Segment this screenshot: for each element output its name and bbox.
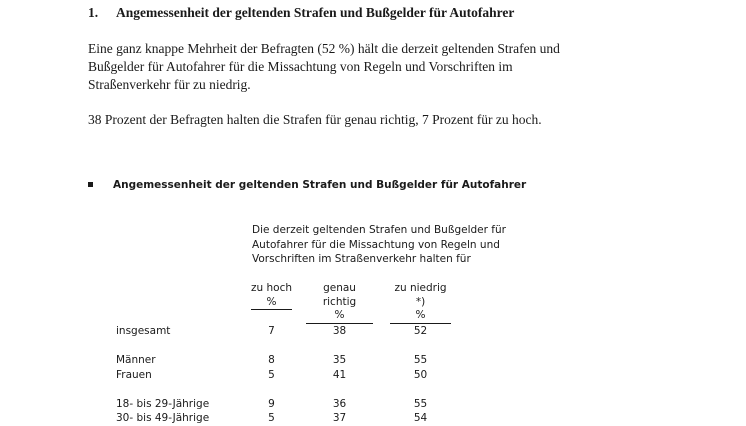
cell-zu-niedrig: 54	[413, 412, 428, 424]
square-bullet-icon	[88, 182, 93, 187]
column-label: genau richtig	[322, 282, 357, 308]
column-unit: %	[306, 309, 373, 324]
paragraph-majority: Eine ganz knappe Mehrheit der Befragten (52 %) hält die derzeit geltenden Strafen und Bußgelder für Autofahrer für die Missachtung von Regeln und Vorschriften im Straßenverkehr für zu niedrig.	[88, 41, 560, 92]
column-label: zu hoch	[251, 282, 293, 294]
table-row	[0, 354, 746, 368]
caption-line: Autofahrer für die Missachtung von Regeln und	[252, 238, 500, 251]
column-header-zu-hoch	[251, 282, 292, 310]
column-label: zu niedrig *)	[394, 282, 447, 308]
column-unit: %	[251, 296, 292, 311]
cell-zu-hoch: 7	[268, 325, 275, 337]
row-label: insgesamt	[116, 325, 171, 337]
table-title	[88, 179, 526, 191]
column-header-genau-richtig	[306, 282, 373, 324]
section-heading	[88, 5, 514, 21]
table-row	[0, 325, 746, 339]
cell-zu-niedrig: 52	[413, 325, 428, 337]
section-title: Angemessenheit der geltenden Strafen und Bußgelder für Autofahrer	[116, 5, 515, 20]
row-label: Männer	[116, 354, 156, 366]
cell-zu-hoch: 5	[268, 369, 275, 381]
row-label: 30- bis 49-Jährige	[116, 412, 210, 424]
cell-genau-richtig: 37	[332, 412, 347, 424]
cell-genau-richtig: 35	[332, 354, 347, 366]
paragraph-distribution: 38 Prozent der Befragten halten die Strafen für genau richtig, 7 Prozent für zu hoch.	[88, 112, 542, 127]
cell-zu-niedrig: 55	[413, 398, 428, 410]
table-row	[0, 412, 746, 426]
column-unit: %	[390, 309, 451, 324]
row-label: Frauen	[116, 369, 152, 381]
caption-line: Vorschriften im Straßenverkehr halten für	[252, 253, 471, 265]
cell-genau-richtig: 38	[332, 325, 347, 337]
cell-zu-hoch: 8	[268, 354, 275, 366]
section-number: 1.	[88, 5, 99, 20]
cell-zu-hoch: 5	[268, 412, 275, 424]
caption-line: Die derzeit geltenden Strafen und Bußgelder für	[252, 224, 506, 236]
cell-genau-richtig: 36	[332, 398, 347, 410]
column-header-zu-niedrig	[390, 282, 451, 324]
table-row	[0, 398, 746, 412]
table-row	[0, 369, 746, 383]
cell-genau-richtig: 41	[332, 369, 347, 381]
table-caption	[252, 223, 512, 267]
table-title-text: Angemessenheit der geltenden Strafen und Bußgelder für Autofahrer	[113, 179, 527, 191]
cell-zu-niedrig: 50	[413, 369, 428, 381]
cell-zu-niedrig: 55	[413, 354, 428, 366]
cell-zu-hoch: 9	[268, 398, 275, 410]
row-label: 18- bis 29-Jährige	[116, 398, 210, 410]
